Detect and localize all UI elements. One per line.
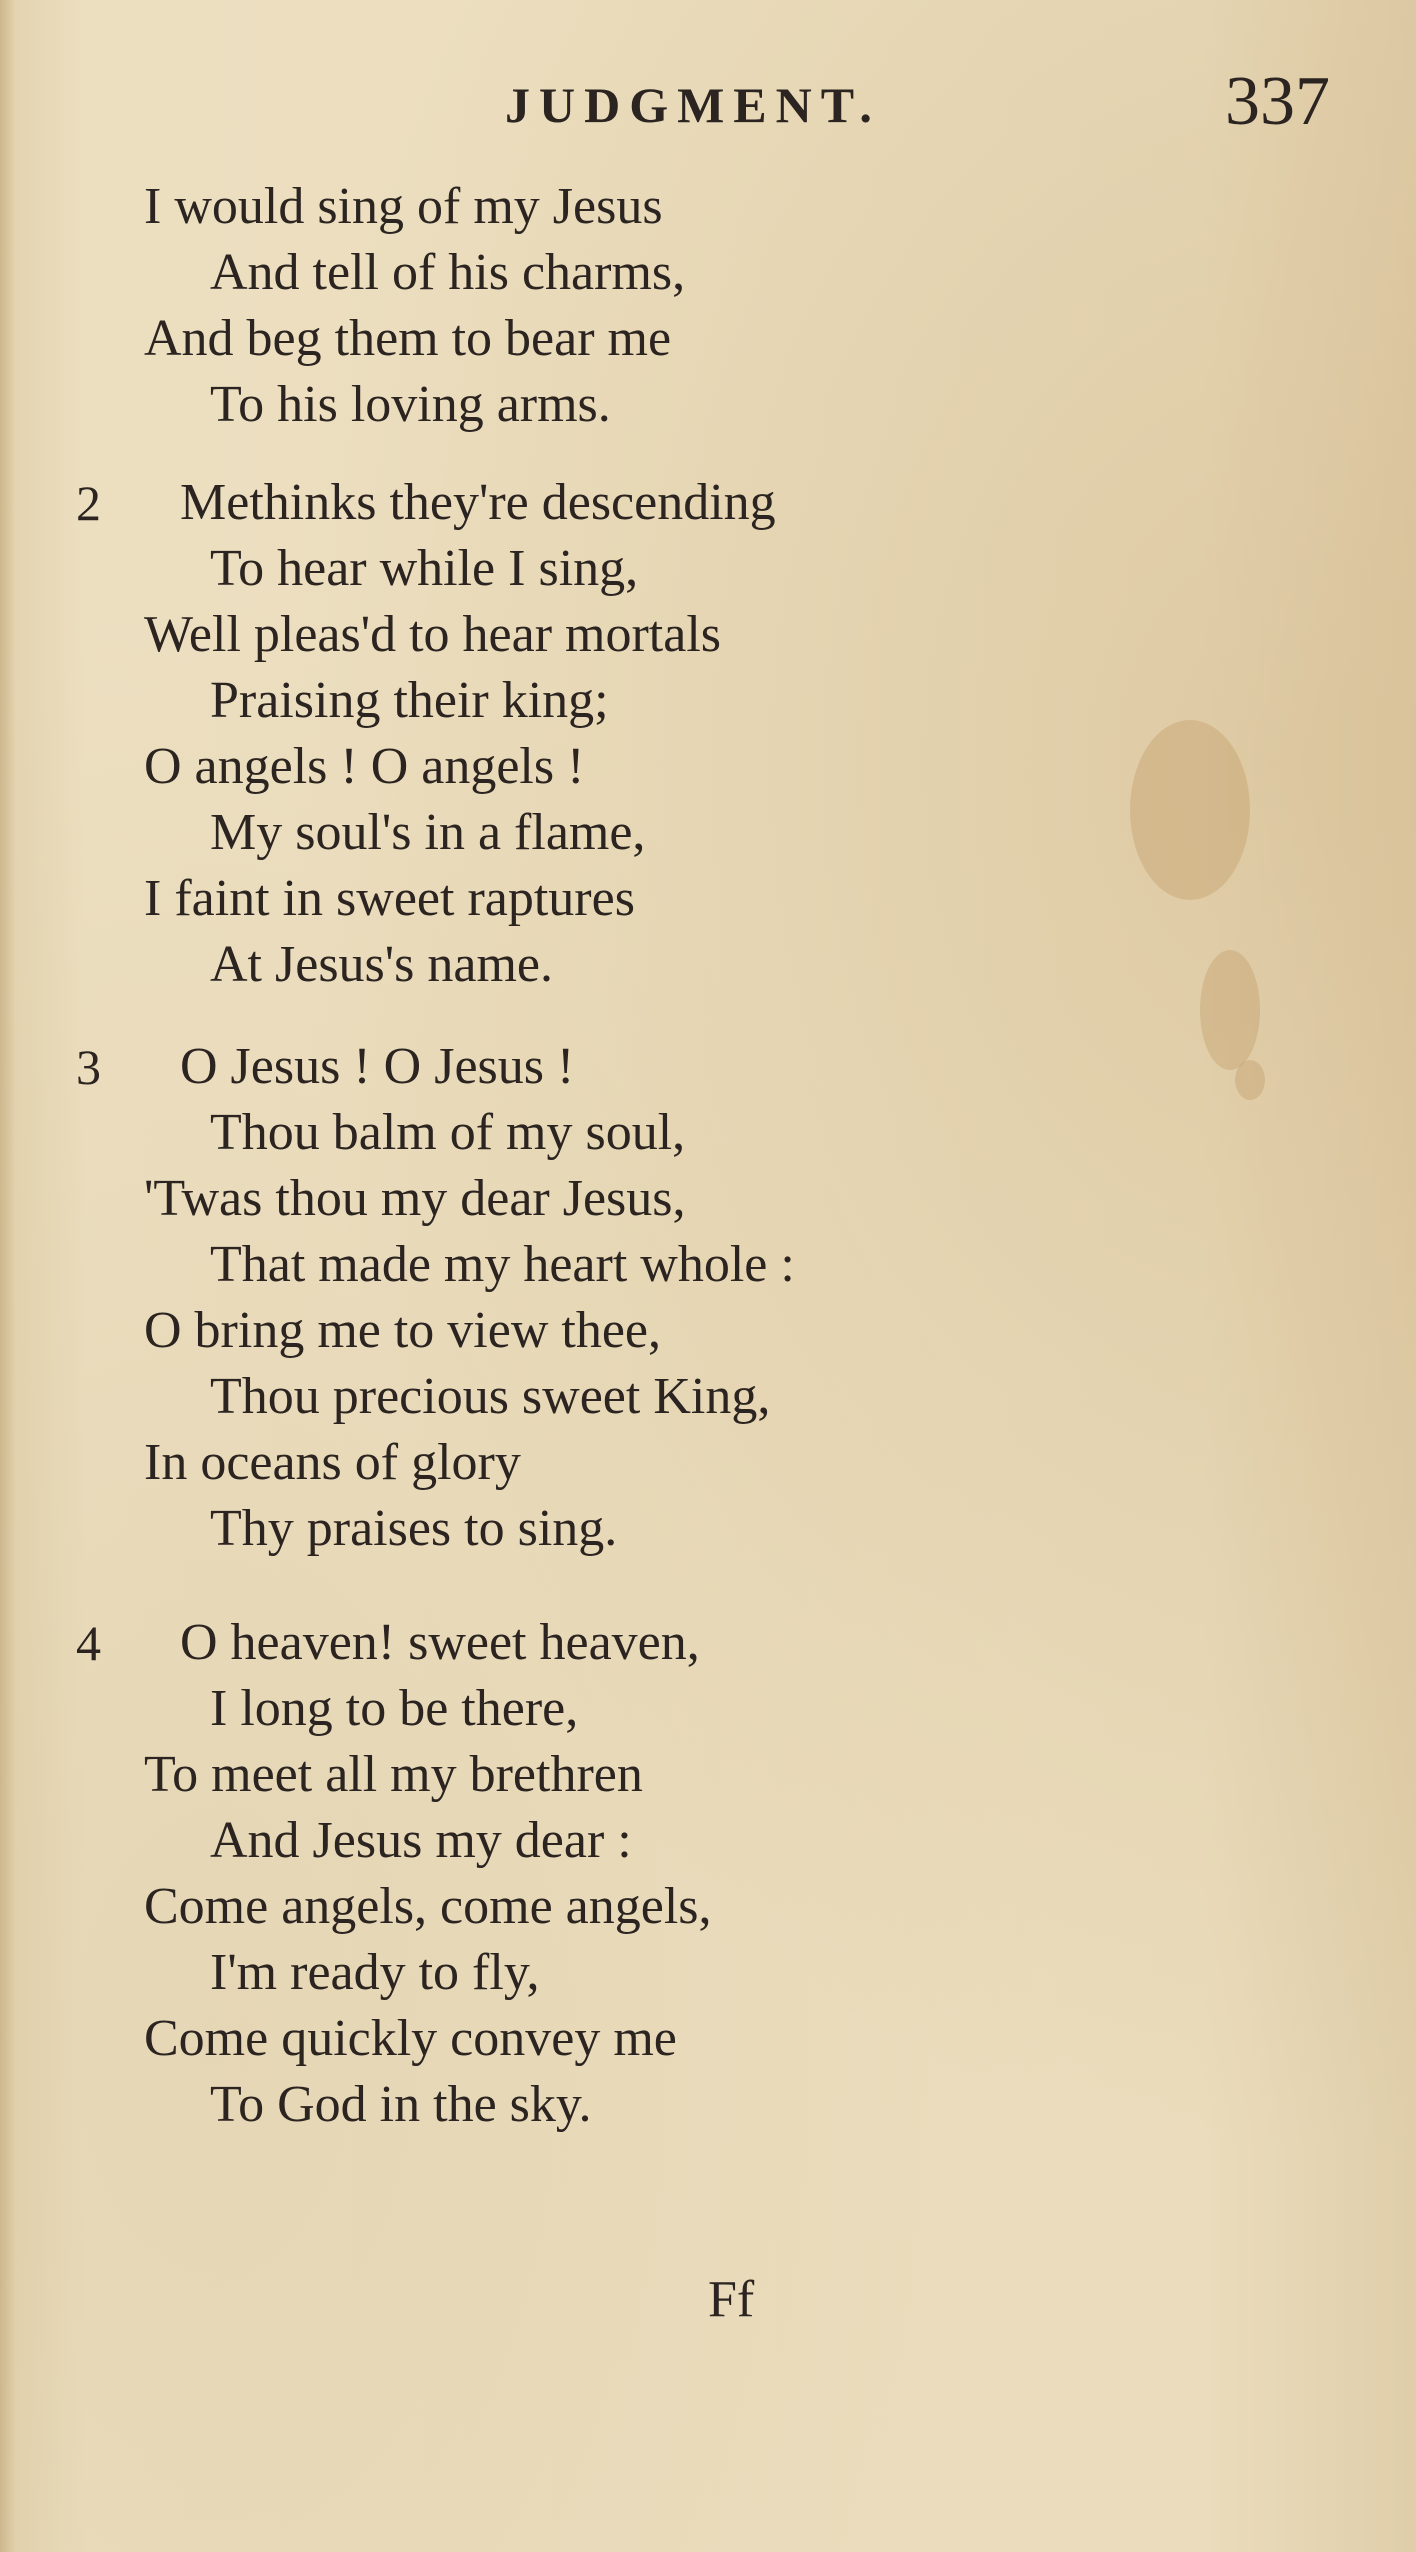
foxing-stain: [1130, 720, 1250, 900]
verse-line: Thou precious sweet King,: [210, 1368, 771, 1425]
verse-line: 'Twas thou my dear Jesus,: [144, 1170, 686, 1227]
verse-line: My soul's in a flame,: [210, 804, 646, 861]
running-head: JUDGMENT.: [505, 77, 881, 133]
verse-line: I long to be there,: [210, 1680, 579, 1737]
page-number: 337: [1225, 63, 1330, 140]
verse-line: And tell of his charms,: [210, 244, 686, 301]
verse-line: To God in the sky.: [210, 2076, 592, 2133]
verse-line: Well pleas'd to hear mortals: [144, 606, 722, 663]
verse-line: That made my heart whole :: [210, 1236, 795, 1293]
verse-line: Methinks they're descending: [180, 474, 776, 531]
verse-line: In oceans of glory: [144, 1434, 521, 1491]
verse-line: I'm ready to fly,: [210, 1944, 540, 2001]
verse-line: Praising their king;: [210, 672, 609, 729]
signature-mark: Ff: [708, 2271, 755, 2328]
verse-line: O heaven! sweet heaven,: [180, 1614, 700, 1671]
page-header: [0, 62, 1416, 142]
foxing-stain: [1235, 1060, 1265, 1100]
verse-line: And beg them to bear me: [144, 310, 672, 367]
verse-line: And Jesus my dear :: [210, 1812, 632, 1869]
verse-line: I faint in sweet raptures: [144, 870, 635, 927]
stanza-number: 4: [76, 1615, 101, 1671]
verse-line: O bring me to view thee,: [144, 1302, 661, 1359]
verse-line: To his loving arms.: [210, 376, 611, 433]
verse-line: At Jesus's name.: [210, 936, 554, 993]
verse-line: Thy praises to sing.: [210, 1500, 618, 1557]
verse-line: To meet all my brethren: [144, 1746, 643, 1803]
verse-line: Thou balm of my soul,: [210, 1104, 686, 1161]
verse-line: To hear while I sing,: [210, 540, 639, 597]
verse-line: O angels ! O angels !: [144, 738, 585, 795]
verse-line: I would sing of my Jesus: [144, 178, 663, 235]
verse-line: O Jesus ! O Jesus !: [180, 1038, 575, 1095]
stanza-number: 2: [76, 475, 101, 531]
verse-line: Come angels, come angels,: [144, 1878, 712, 1935]
verse-line: Come quickly convey me: [144, 2010, 677, 2067]
foxing-stain: [1200, 950, 1260, 1070]
page-gutter: [0, 0, 16, 2552]
stanza-number: 3: [76, 1039, 101, 1095]
